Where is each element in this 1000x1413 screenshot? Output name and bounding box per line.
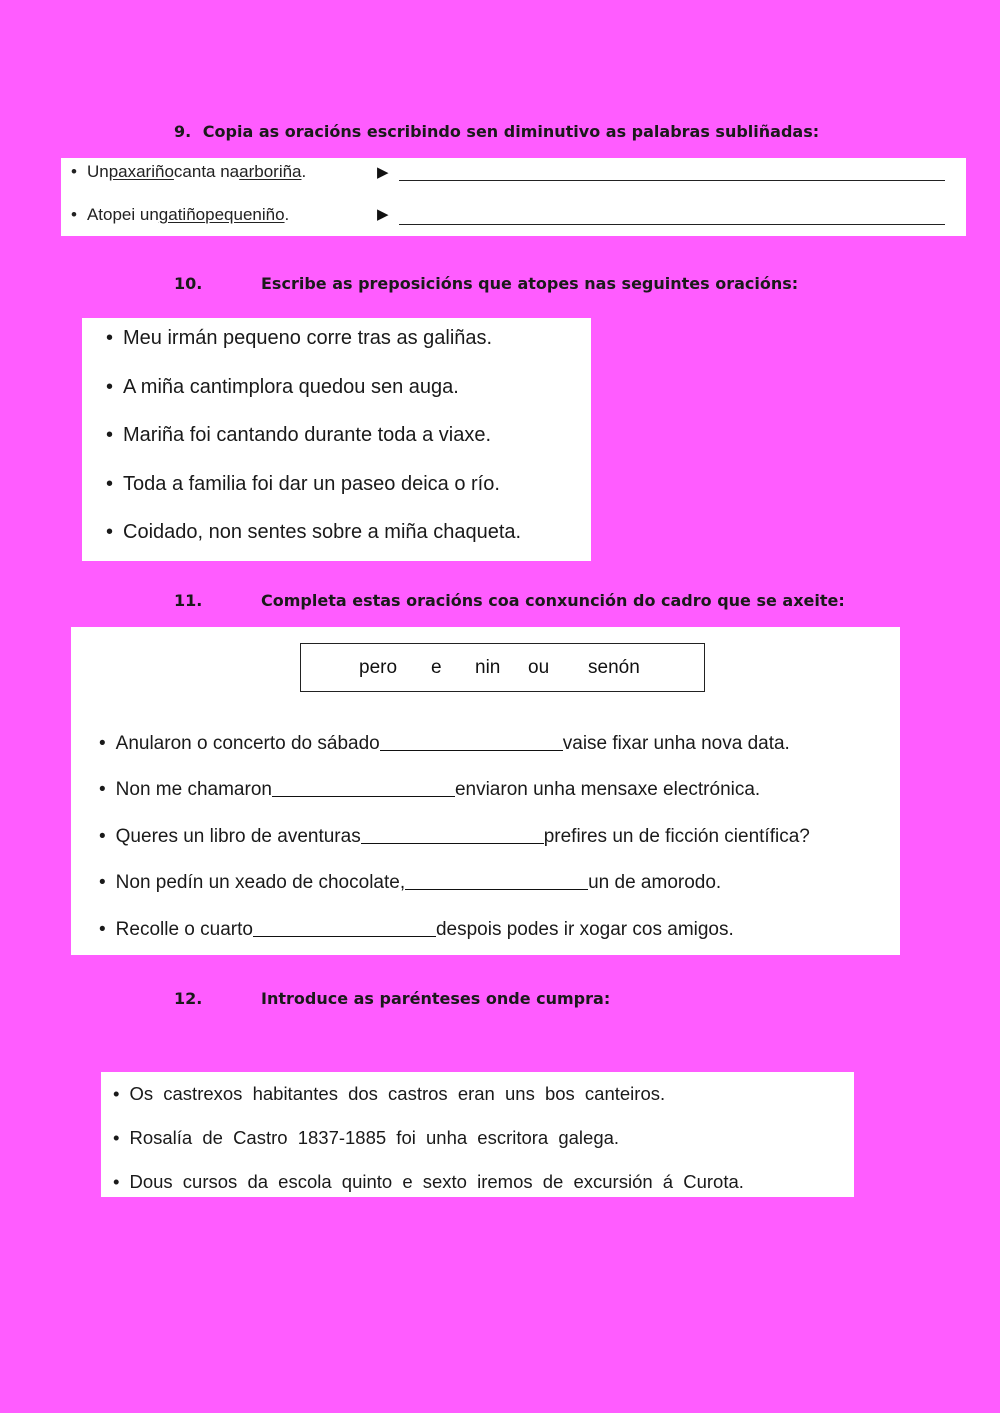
underlined-word: pequeniño bbox=[205, 205, 285, 224]
section-9-number: 9. bbox=[174, 122, 192, 141]
sentence-text: Coidado, non sentes sobre a miña chaqueta. bbox=[123, 521, 522, 543]
sentence-text: un de amorodo. bbox=[588, 872, 722, 893]
sentence-11-4 bbox=[99, 872, 721, 894]
bullet-icon: • bbox=[99, 826, 106, 847]
answer-blank[interactable] bbox=[253, 936, 436, 937]
word-option: pero bbox=[359, 657, 398, 678]
sentence-10-1 bbox=[106, 327, 492, 350]
section-12-instruction: Introduce as parénteses onde cumpra: bbox=[261, 989, 611, 1008]
sentence-12-3 bbox=[113, 1171, 744, 1193]
sentence-text: Os castrexos habitantes dos castros eran uns bos canteiros. bbox=[129, 1083, 666, 1104]
section-11-panel bbox=[71, 627, 900, 955]
answer-blank[interactable] bbox=[380, 750, 563, 751]
sentence-text: Mariña foi cantando durante toda a viaxe. bbox=[123, 424, 492, 446]
answer-blank[interactable] bbox=[405, 889, 588, 890]
section-9-heading bbox=[174, 122, 819, 141]
sentence-11-1 bbox=[99, 733, 790, 755]
sentence-10-5 bbox=[106, 521, 521, 544]
sentence-text: Recolle o cuarto bbox=[115, 919, 253, 940]
sentence-12-2 bbox=[113, 1127, 619, 1149]
bullet-icon: • bbox=[71, 205, 77, 224]
underlined-word: arboriña bbox=[239, 162, 302, 181]
section-12-panel bbox=[101, 1072, 854, 1197]
sentence-text: despois podes ir xogar cos amigos. bbox=[435, 919, 734, 940]
sentence-9-2 bbox=[71, 205, 289, 225]
bullet-icon: • bbox=[106, 424, 114, 446]
arrow-icon: ▶ bbox=[377, 164, 389, 181]
sentence-text: Toda a familia foi dar un paseo deica o río. bbox=[123, 473, 500, 495]
section-12-heading bbox=[174, 989, 610, 1008]
bullet-icon: • bbox=[106, 473, 114, 495]
sentence-text: Dous cursos da escola quinto e sexto iremos de excursión á Curota. bbox=[129, 1171, 744, 1192]
word-option: nin bbox=[475, 657, 501, 678]
word-option: senón bbox=[588, 657, 640, 678]
bullet-icon: • bbox=[113, 1127, 120, 1148]
bullet-icon: • bbox=[113, 1083, 120, 1104]
sentence-text: Non pedín un xeado de chocolate, bbox=[115, 872, 406, 893]
word-option: e bbox=[431, 657, 442, 678]
bullet-icon: • bbox=[99, 779, 106, 800]
text: Atopei un bbox=[86, 205, 159, 224]
section-10-number: 10. bbox=[174, 274, 203, 293]
sentence-10-4 bbox=[106, 473, 500, 496]
sentence-text: Queres un libro de aventuras bbox=[115, 826, 361, 847]
bullet-icon: • bbox=[113, 1171, 120, 1192]
bullet-icon: • bbox=[71, 162, 77, 181]
sentence-text: prefires un de ficción científica? bbox=[543, 826, 810, 847]
text: . bbox=[301, 162, 307, 181]
sentence-text: Rosalía de Castro 1837-1885 foi unha escritora galega. bbox=[129, 1127, 620, 1148]
arrow-icon: ▶ bbox=[377, 206, 389, 223]
sentence-12-1 bbox=[113, 1083, 665, 1105]
answer-line-9-1[interactable] bbox=[399, 180, 945, 181]
answer-blank[interactable] bbox=[272, 796, 455, 797]
sentence-text: enviaron unha mensaxe electrónica. bbox=[454, 779, 761, 800]
section-10-panel bbox=[82, 318, 591, 561]
section-10-instruction: Escribe as preposicións que atopes nas seguintes oracións: bbox=[261, 274, 799, 293]
section-12-number: 12. bbox=[174, 989, 203, 1008]
sentence-10-3 bbox=[106, 424, 491, 447]
sentence-text: vaise fixar unha nova data. bbox=[562, 733, 790, 754]
sentence-11-2 bbox=[99, 779, 760, 801]
section-11-instruction: Completa estas oracións coa conxunción do cadro que se axeite: bbox=[261, 591, 845, 610]
sentence-11-5 bbox=[99, 919, 734, 941]
section-9-instruction: Copia as oracións escribindo sen diminutivo as palabras subliñadas: bbox=[202, 122, 820, 141]
sentence-text: Non me chamaron bbox=[115, 779, 272, 800]
section-11-number: 11. bbox=[174, 591, 203, 610]
underlined-word: gatiño bbox=[158, 205, 206, 224]
word-option: ou bbox=[528, 657, 550, 678]
answer-blank[interactable] bbox=[361, 843, 544, 844]
section-11-heading bbox=[174, 591, 845, 610]
bullet-icon: • bbox=[106, 521, 114, 543]
bullet-icon: • bbox=[99, 919, 106, 940]
text: canta na bbox=[173, 162, 240, 181]
sentence-text: A miña cantimplora quedou sen auga. bbox=[123, 376, 459, 398]
sentence-text: Anularon o concerto do sábado bbox=[115, 733, 380, 754]
text: Un bbox=[86, 162, 109, 181]
word-box bbox=[300, 643, 705, 692]
bullet-icon: • bbox=[99, 733, 106, 754]
sentence-text: Meu irmán pequeno corre tras as galiñas. bbox=[123, 327, 493, 349]
bullet-icon: • bbox=[106, 376, 114, 398]
section-10-heading bbox=[174, 274, 798, 293]
sentence-10-2 bbox=[106, 376, 459, 399]
sentence-9-1 bbox=[71, 162, 306, 182]
answer-line-9-2[interactable] bbox=[399, 224, 945, 225]
underlined-word: paxariño bbox=[108, 162, 174, 181]
sentence-11-3 bbox=[99, 826, 810, 848]
section-9-panel bbox=[61, 158, 966, 236]
bullet-icon: • bbox=[99, 872, 106, 893]
bullet-icon: • bbox=[106, 327, 114, 349]
text: . bbox=[284, 205, 290, 224]
